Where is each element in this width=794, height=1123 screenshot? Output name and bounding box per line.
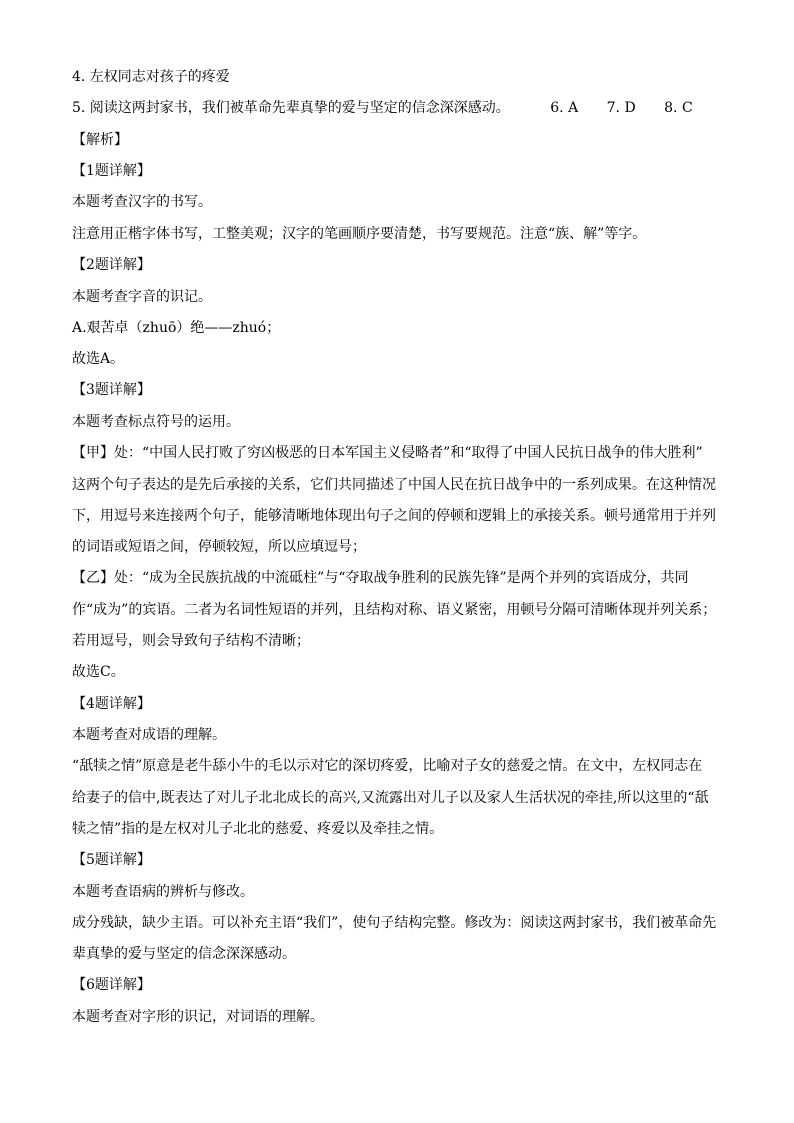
answer-5: 5. 阅读这两封家书，我们被革命先辈真挚的爱与坚定的信念深深感动。 — [72, 100, 510, 116]
paragraph-line: 辈真挚的爱与坚定的信念深深感动。 — [72, 946, 296, 962]
paragraph-line: 犊之情”指的是左权对儿子北北的慈爱、疼爱以及牵挂之情。 — [72, 821, 444, 837]
answer-4: 4. 左权同志对孩子的疼爱 — [72, 69, 230, 85]
paragraph-line: 本题考查语病的辨析与修改。 — [72, 884, 254, 900]
question-heading-1: 【1题详解】 — [72, 163, 151, 179]
paragraph-line: 本题考查标点符号的运用。 — [72, 414, 240, 430]
paragraph-line: 本题考查字音的识记。 — [72, 289, 212, 305]
paragraph-line: 本题考查对字形的识记，对词语的理解。 — [72, 1009, 324, 1025]
answer-6: 6. A — [550, 100, 579, 116]
question-heading-4: 【4题详解】 — [72, 696, 151, 712]
question-heading-6: 【6题详解】 — [72, 977, 151, 993]
question-heading-3: 【3题详解】 — [72, 382, 151, 398]
paragraph-line: 故选A。 — [72, 351, 125, 367]
paragraph-line: 这两个句子表达的是先后承接的关系，它们共同描述了中国人民在抗日战争中的一系列成果。在这种情况 — [72, 477, 716, 493]
paragraph-line: 注意用正楷字体书写，工整美观；汉字的笔画顺序要清楚，书写要规范。注意“族、解”等字。 — [72, 226, 647, 242]
paragraph-line: 下，用逗号来连接两个句子，能够清晰地体现出句子之间的停顿和逻辑上的承接关系。顿号通常用于并列 — [72, 508, 716, 524]
question-heading-5: 【5题详解】 — [72, 852, 151, 868]
paragraph-line: A.艰苦卓（zhuō）绝——zhuó； — [72, 320, 281, 336]
answer-7: 7. D — [606, 100, 636, 116]
paragraph-line: 若用逗号，则会导致句子结构不清晰； — [72, 633, 310, 649]
paragraph-line: 成分残缺，缺少主语。可以补充主语“我们”，使句子结构完整。修改为：阅读这两封家书，我们被革命先 — [72, 915, 717, 931]
paragraph-line: “舐犊之情”原意是老牛舔小牛的毛以示对它的深切疼爱，比喻对子女的慈爱之情。在文中，左权同志在 — [72, 758, 703, 774]
paragraph-line: 【甲】处：“中国人民打败了穷凶极恶的日本军国主义侵略者”和“取得了中国人民抗日战争的伟大胜利” — [72, 445, 703, 461]
section-heading-analysis: 【解析】 — [72, 132, 128, 148]
answer-8: 8. C — [664, 100, 693, 116]
answer-5-row — [72, 98, 693, 118]
question-heading-2: 【2题详解】 — [72, 257, 151, 273]
paragraph-line: 的词语或短语之间，停顿较短，所以应填逗号； — [72, 539, 366, 555]
paragraph-line: 故选C。 — [72, 664, 125, 680]
paragraph-line: 【乙】处：“成为全民族抗战的中流砥柱”与“夺取战争胜利的民族先锋”是两个并列的宾语成分，共同 — [72, 570, 689, 586]
choice-answers — [550, 100, 692, 116]
paragraph-line: 作“成为”的宾语。二者为名词性短语的并列，且结构对称、语义紧密，用顿号分隔可清晰体现并列关系； — [72, 602, 717, 618]
paragraph-line: 本题考查对成语的理解。 — [72, 727, 226, 743]
paragraph-line: 本题考查汉字的书写。 — [72, 194, 212, 210]
paragraph-line: 给妻子的信中,既表达了对儿子北北成长的高兴,又流露出对儿子以及家人生活状况的牵挂,所以这里的“舐 — [72, 790, 709, 806]
